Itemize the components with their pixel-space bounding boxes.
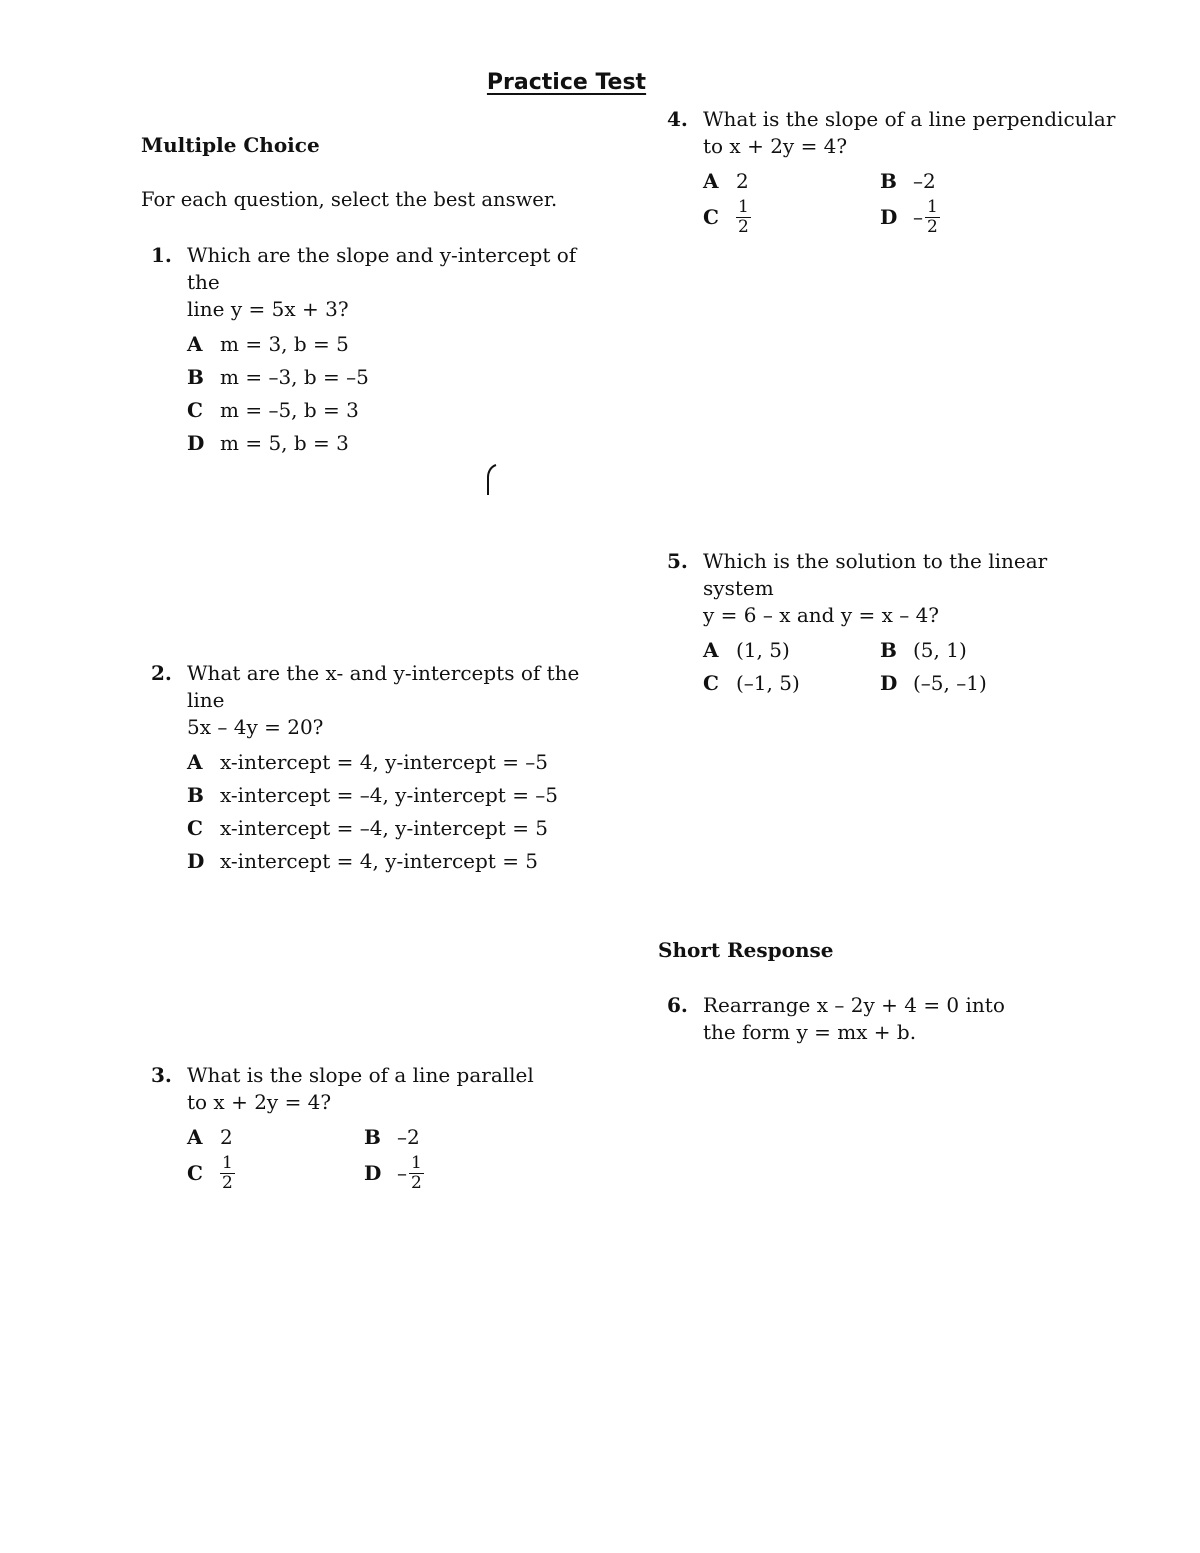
answer-option-d[interactable]: D – $\frac{1}{2}$ bbox=[880, 197, 938, 237]
answer-option-c[interactable]: C x-intercept = –4, y-intercept = 5 bbox=[187, 816, 549, 840]
answer-option-b[interactable]: B x-intercept = –4, y-intercept = –5 bbox=[187, 783, 559, 807]
question-stem: Which is the solution to the linear system y = 6 – x and y = x – 4? bbox=[703, 549, 1048, 627]
question-6 bbox=[667, 992, 1123, 1046]
answer-option-c[interactable]: C $\frac{1}{2}$ bbox=[187, 1153, 233, 1193]
fraction: $\frac{1}{2}$ bbox=[738, 197, 749, 237]
question-stem: What is the slope of a line parallel to x + 2y = 4? bbox=[187, 1063, 534, 1114]
question-1 bbox=[151, 242, 607, 460]
answer-option-a[interactable]: A x-intercept = 4, y-intercept = –5 bbox=[187, 750, 549, 774]
answer-option-d[interactable]: D x-intercept = 4, y-intercept = 5 bbox=[187, 849, 539, 873]
question-number: 5. bbox=[667, 549, 688, 573]
fraction: $\frac{1}{2}$ bbox=[222, 1153, 233, 1193]
section-heading-multiple-choice: Multiple Choice bbox=[141, 133, 320, 157]
answer-options bbox=[187, 746, 607, 878]
fraction: $\frac{1}{2}$ bbox=[411, 1153, 422, 1193]
question-3 bbox=[151, 1062, 607, 1200]
answer-option-c[interactable]: C (–1, 5) bbox=[703, 671, 800, 695]
section-heading-short-response: Short Response bbox=[658, 938, 834, 962]
fraction: $\frac{1}{2}$ bbox=[927, 197, 938, 237]
question-number: 3. bbox=[151, 1063, 172, 1087]
answer-option-b[interactable]: B –2 bbox=[880, 169, 936, 193]
question-number: 6. bbox=[667, 993, 688, 1017]
question-stem: Which are the slope and y-intercept of the line y = 5x + 3? bbox=[187, 243, 577, 321]
answer-option-d[interactable]: D (–5, –1) bbox=[880, 671, 987, 695]
answer-options bbox=[703, 165, 1123, 244]
question-number: 4. bbox=[667, 107, 688, 131]
question-2 bbox=[151, 660, 607, 878]
answer-option-a[interactable]: A 2 bbox=[187, 1125, 233, 1149]
pen-mark bbox=[484, 463, 498, 497]
page-title: Practice Test bbox=[486, 70, 647, 95]
answer-option-b[interactable]: B –2 bbox=[364, 1125, 420, 1149]
answer-option-b[interactable]: B m = –3, b = –5 bbox=[187, 365, 369, 389]
question-number: 1. bbox=[151, 243, 172, 267]
instructions: For each question, select the best answer. bbox=[141, 188, 558, 211]
answer-option-b[interactable]: B (5, 1) bbox=[880, 638, 967, 662]
answer-option-d[interactable]: D – $\frac{1}{2}$ bbox=[364, 1153, 422, 1193]
question-5 bbox=[667, 548, 1123, 700]
answer-options bbox=[703, 634, 1123, 700]
answer-option-a[interactable]: A (1, 5) bbox=[703, 638, 790, 662]
answer-option-c[interactable]: C $\frac{1}{2}$ bbox=[703, 197, 749, 237]
question-4 bbox=[667, 106, 1123, 244]
question-number: 2. bbox=[151, 661, 172, 685]
answer-options bbox=[187, 328, 607, 460]
answer-option-a[interactable]: A 2 bbox=[703, 169, 749, 193]
question-stem: Rearrange x – 2y + 4 = 0 into the form y = mx + b. bbox=[703, 993, 1005, 1044]
answer-option-d[interactable]: D m = 5, b = 3 bbox=[187, 431, 349, 455]
answer-options bbox=[187, 1121, 607, 1200]
question-stem: What are the x- and y-intercepts of the line 5x – 4y = 20? bbox=[187, 661, 580, 739]
answer-option-a[interactable]: A m = 3, b = 5 bbox=[187, 332, 349, 356]
question-stem: What is the slope of a line perpendicular to x + 2y = 4? bbox=[703, 107, 1116, 158]
answer-option-c[interactable]: C m = –5, b = 3 bbox=[187, 398, 359, 422]
